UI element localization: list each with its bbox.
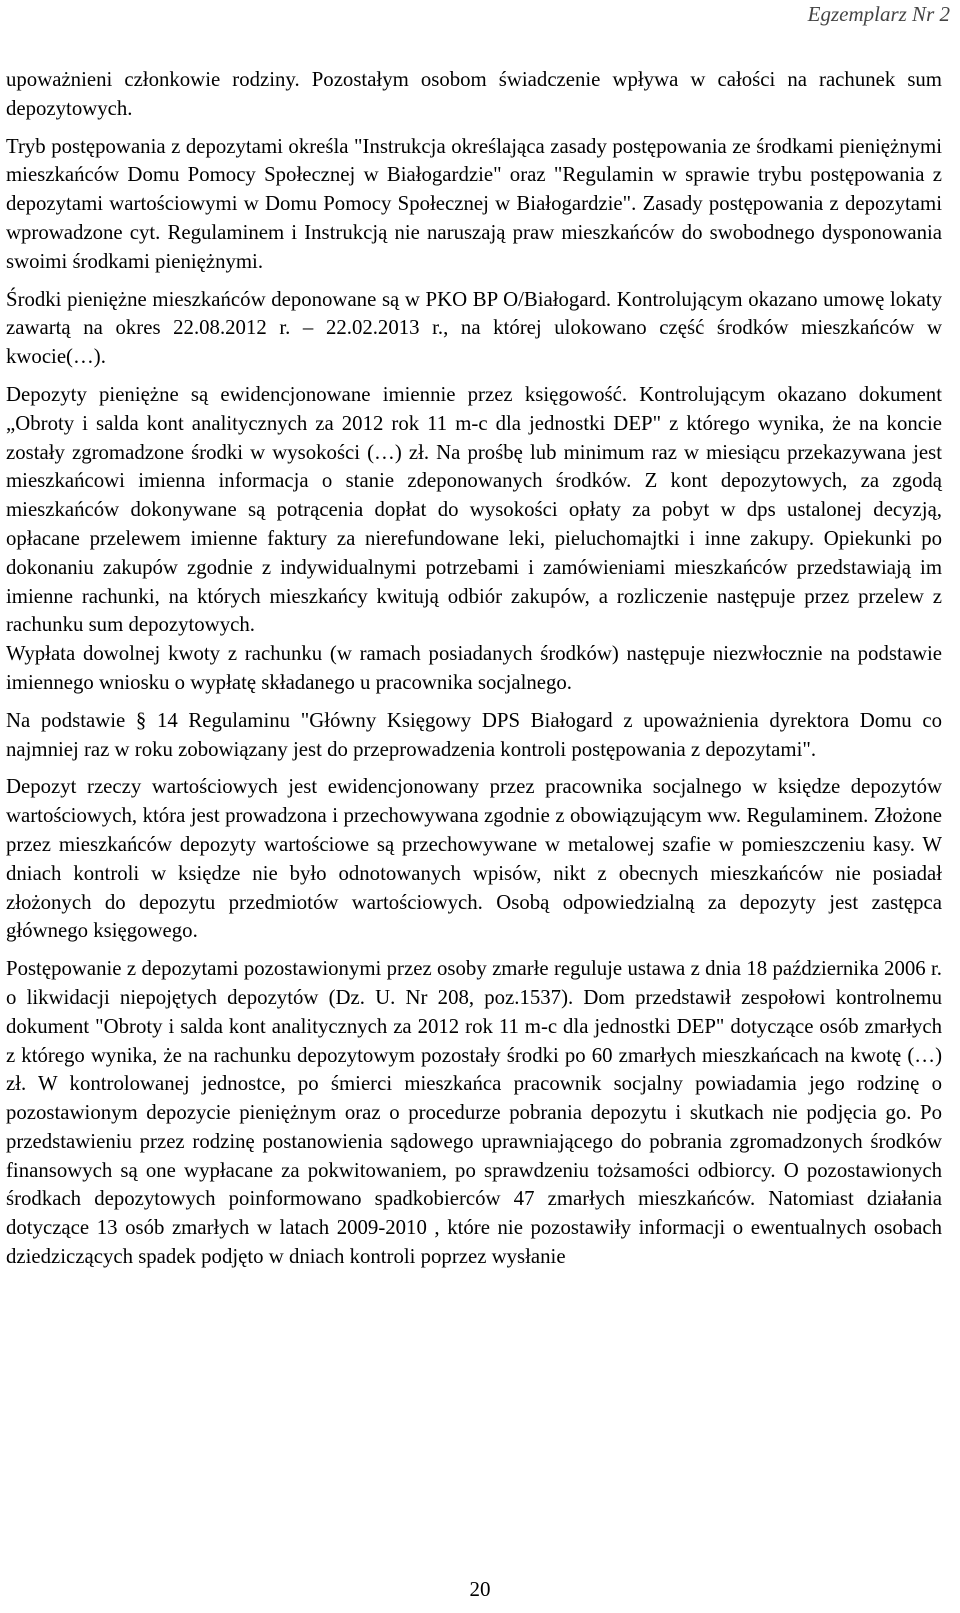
paragraph-deposit-procedure: Tryb postępowania z depozytami określa "Instrukcja określająca zasady postępowania ze środkami pieniężnymi mieszkańców Domu Pomocy Społecznej w Białogardzie" oraz "Regulamin w sprawie trybu postępowania z depozytami wartościowymi w Domu Pomocy Społecznej w Białogardzie". Zasady postępowania z depozytami wprowadzone cyt. Regulaminem i Instrukcją nie naruszają praw mieszkańców do swobodnego dysponowania swoimi środkami pieniężnymi. [6,134,942,273]
paragraph-bank-deposit: Środki pieniężne mieszkańców deponowane są w PKO BP O/Białogard. Kontrolującym okazano umowę lokaty zawartą na okres 22.08.2012 r. – 22.02.2013 r., na której ulokowano część środków mieszkańców w kwocie(…). [6,287,942,369]
document-body [6,66,942,1272]
paragraph-valuables-deposit: Depozyt rzeczy wartościowych jest ewidencjonowany przez pracownika socjalnego w księdze depozytów wartościowych, która jest prowadzona i przechowywana zgodnie z obowiązującym ww. Regulaminem. Złożone przez mieszkańców depozyty wartościowe są przechowywane w metalowej szafie w pomieszczeniu kasy. W dniach kontroli w księdze nie było odnotowanych wpisów, nikt z obecnych mieszkańców nie posiadał złożonych do depozytu przedmiotów wartościowych. Osobą odpowiedzialną za depozyty jest zastępca głównego księgowego. [6,775,942,943]
paragraph-deposit-recipients: upoważnieni członkowie rodziny. Pozostałym osobom świadczenie wpływa w całości na rachunek sum depozytowych. [6,68,942,120]
paragraph-deposit-records: Depozyty pieniężne są ewidencjonowane imiennie przez księgowość. Kontrolującym okazano dokument „Obroty i salda kont analitycznych za 2012 rok 11 m-c dla jednostki DEP" z którego wynika, że na koncie zostały zgromadzone środki w wysokości (…) zł. Na prośbę lub minimum raz w miesiącu przekazywana jest mieszkańcowi imienna informacja o stanie zdeponowanych środków. Z kont depozytowych, za zgodą mieszkańców dokonywane są potrącenia dopłat do wysokości opłaty za pobyt w dps ustalonej decyzją, opłacane przelewem imienne faktury za nierefundowane leki, pieluchomajtki i inne zakupy. Opiekunki po dokonaniu zakupów zgodnie z indywidualnymi potrzebami i zamówieniami mieszkańców przedstawiają im imienne rachunki, na których mieszkańcy kwitują odbiór zakupów, a rozliczenie następuje przez przelew z rachunku sum depozytowych. [6,382,942,637]
page-number: 20 [469,1577,491,1601]
paragraph-withdrawal: Wypłata dowolnej kwoty z rachunku (w ramach posiadanych środków) następuje niezwłocznie na podstawie imiennego wniosku o wypłatę składanego u pracownika socjalnego. [6,642,942,694]
copy-number-header: Egzemplarz Nr 2 [807,2,950,26]
paragraph-regulation-14: Na podstawie § 14 Regulaminu "Główny Księgowy DPS Białogard z upoważnienia dyrektora Domu co najmniej raz w roku zobowiązany jest do przeprowadzenia kontroli postępowania z depozytami". [6,708,942,761]
paragraph-deceased-deposits: Postępowanie z depozytami pozostawionymi przez osoby zmarłe reguluje ustawa z dnia 18 października 2006 r. o likwidacji niepojętych depozytów (Dz. U. Nr 208, poz.1537). Dom przedstawił zespołowi kontrolnemu dokument "Obroty i salda kont analitycznych za 2012 rok 11 m-c dla jednostki DEP" dotyczące osób zmarłych z którego wynika, że na rachunku depozytowym pozostały środki po 60 zmarłych mieszkańcach na kwotę (…) zł. W kontrolowanej jednostce, po śmierci mieszkańca pracownik socjalny powiadamia jego rodzinę o pozostawionym depozycie pieniężnym oraz o procedurze pobrania depozytu i skutkach nie podjęcia go. Po przedstawieniu przez rodzinę postanowienia sądowego uprawniającego do pobrania zgromadzonych środków finansowych są one wypłacane za pokwitowaniem, po sprawdzeniu tożsamości odbiorcy. O pozostawionych środkach depozytowych poinformowano spadkobierców 47 zmarłych mieszkańców. Natomiast działania dotyczące 13 osób zmarłych w latach 2009-2010 , które nie pozostawiły informacji o ewentualnych osobach dziedziczących spadek podjęto w dniach kontroli poprzez wysłanie [6,957,942,1269]
